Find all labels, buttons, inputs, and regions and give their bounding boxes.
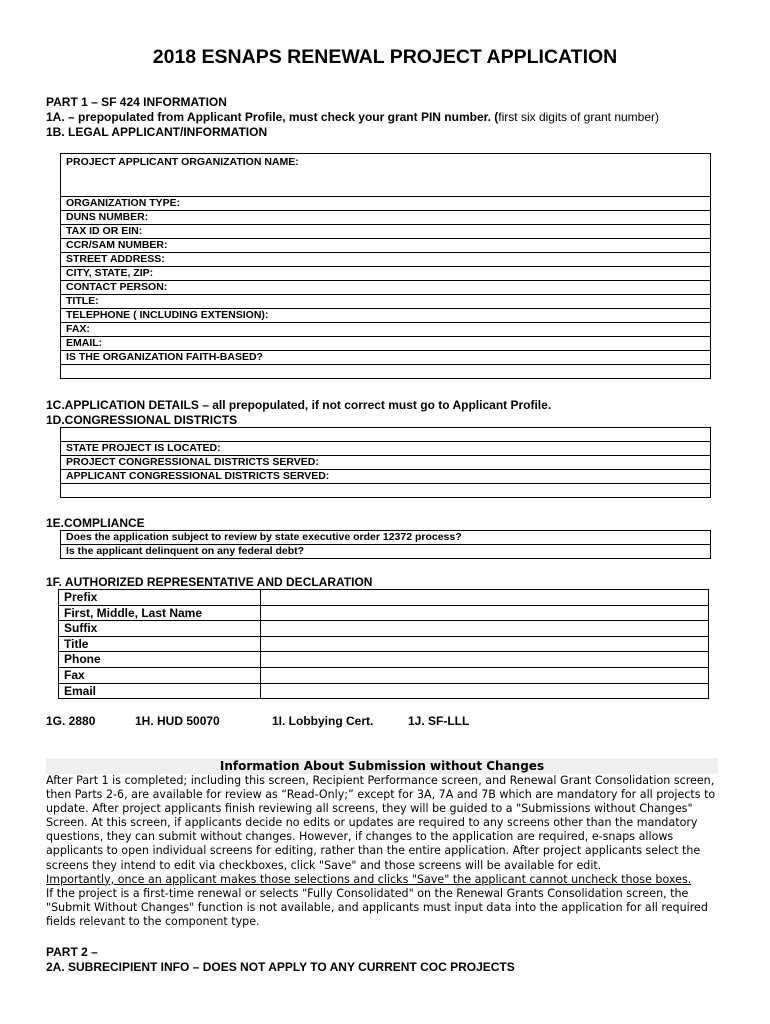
city-state-zip-label: CITY, STATE, ZIP: [61, 267, 711, 281]
section-1a-note: first six digits of grant number) [498, 110, 660, 124]
blank-row [61, 428, 711, 442]
prefix-label: Prefix [59, 590, 261, 606]
part1-heading: PART 1 – SF 424 INFORMATION [46, 95, 227, 109]
blank-row [61, 484, 711, 498]
street-address-label: STREET ADDRESS: [61, 253, 711, 267]
email-label: EMAIL: [61, 337, 711, 351]
blank-row [61, 365, 711, 379]
contact-person-label: CONTACT PERSON: [61, 281, 711, 295]
fax-label: FAX: [61, 323, 711, 337]
full-name-label: First, Middle, Last Name [59, 605, 261, 621]
form-1j: 1J. SF-LLL [408, 714, 470, 728]
table-row [61, 531, 711, 545]
info-paragraph-2: If the project is a first-time renewal or selects "Fully Consolidated" on the Renewal Grants Consolidation screen, the "Submit Without Changes" function is not available, and applicants must input data into the application for all required fields relevant to the component type. [46, 886, 708, 928]
rep-fax-label: Fax [59, 667, 261, 683]
blank-cell [61, 428, 711, 442]
info-paragraph-1-text: After Part 1 is completed; including this screen, Recipient Performance screen, and Renewal Grant Consolidation screen, then Parts 2-6, are available for review as “Read-Only;” except for 3A, 7A and 7B which are mandatory for all projects to update. After project applicants finish reviewing all screens, they will be guided to a "Submissions without Changes" Screen. At this screen, if applicants decide no edits or updates are required to any screens other than the mandatory questions, they can submit without changes. However, if changes to the application are required, e-snaps allows applicants to open individual screens for editing, rather than the entire application. After project applicants select the screens they intend to edit via checkboxes, click "Save" and those screens will be available for edit. [46, 774, 716, 872]
state-located-label: STATE PROJECT IS LOCATED: [61, 442, 711, 456]
table-row [61, 197, 711, 211]
table-row [59, 683, 709, 699]
table-row [59, 652, 709, 668]
table-row [61, 351, 711, 365]
rep-title-value [261, 636, 709, 652]
rep-email-label: Email [59, 683, 261, 699]
full-name-value [261, 605, 709, 621]
info-heading: Information About Submission without Changes [46, 758, 718, 774]
phone-label: Phone [59, 652, 261, 668]
table-row [61, 281, 711, 295]
tax-id-label: TAX ID OR EIN: [61, 225, 711, 239]
suffix-label: Suffix [59, 621, 261, 637]
section-1a-bold: 1A. – prepopulated from Applicant Profile, must check your grant PIN number. ( [46, 110, 499, 124]
phone-value [261, 652, 709, 668]
table-row [61, 337, 711, 351]
section-2a: 2A. SUBRECIPIENT INFO – DOES NOT APPLY TO ANY CURRENT COC PROJECTS [46, 960, 515, 974]
table-row [59, 621, 709, 637]
prefix-value [261, 590, 709, 606]
legal-applicant-table [60, 153, 711, 379]
table-row [61, 295, 711, 309]
table-row [61, 267, 711, 281]
form-1i: 1I. Lobbying Cert. [272, 714, 374, 728]
info-paragraph-1 [46, 774, 730, 887]
table-row [61, 545, 711, 559]
rep-title-label: Title [59, 636, 261, 652]
part2-heading: PART 2 – [46, 945, 98, 959]
table-row [61, 309, 711, 323]
applicant-districts-label: APPLICANT CONGRESSIONAL DISTRICTS SERVED: [61, 470, 711, 484]
project-districts-label: PROJECT CONGRESSIONAL DISTRICTS SERVED: [61, 456, 711, 470]
table-row [61, 442, 711, 456]
org-name-label: PROJECT APPLICANT ORGANIZATION NAME: [61, 154, 711, 197]
ccr-sam-number-label: CCR/SAM NUMBER: [61, 239, 711, 253]
blank-cell [61, 484, 711, 498]
table-row [61, 225, 711, 239]
compliance-eo12372-label: Does the application subject to review by state executive order 12372 process? [61, 531, 711, 545]
title-label: TITLE: [61, 295, 711, 309]
suffix-value [261, 621, 709, 637]
blank-cell [61, 365, 711, 379]
table-row [61, 239, 711, 253]
organization-type-label: ORGANIZATION TYPE: [61, 197, 711, 211]
faith-based-label: IS THE ORGANIZATION FAITH-BASED? [61, 351, 711, 365]
section-1c: 1C.APPLICATION DETAILS – all prepopulated, if not correct must go to Applicant Profile. [46, 398, 552, 412]
info-important-note: Importantly, once an applicant makes those selections and clicks "Save" the applicant cannot uncheck those boxes. [46, 872, 692, 886]
table-row [59, 590, 709, 606]
section-1a [46, 110, 659, 124]
page-title: 2018 ESNAPS RENEWAL PROJECT APPLICATION [152, 46, 618, 68]
form-1g: 1G. 2880 [46, 714, 96, 728]
table-row [61, 253, 711, 267]
section-1e: 1E.COMPLIANCE [46, 516, 145, 530]
table-row [61, 470, 711, 484]
telephone-label: TELEPHONE ( INCLUDING EXTENSION): [61, 309, 711, 323]
org-name-row [61, 154, 711, 197]
section-1d: 1D.CONGRESSIONAL DISTRICTS [46, 413, 238, 427]
table-row [61, 456, 711, 470]
duns-number-label: DUNS NUMBER: [61, 211, 711, 225]
section-1b: 1B. LEGAL APPLICANT/INFORMATION [46, 125, 268, 139]
districts-table [60, 427, 711, 498]
representative-table [58, 589, 709, 699]
compliance-table [60, 530, 711, 559]
rep-email-value [261, 683, 709, 699]
table-row [61, 211, 711, 225]
form-1h: 1H. HUD 50070 [135, 714, 220, 728]
info-body [46, 774, 730, 929]
compliance-federal-debt-label: Is the applicant delinquent on any federal debt? [61, 545, 711, 559]
table-row [59, 636, 709, 652]
table-row [59, 667, 709, 683]
table-row [59, 605, 709, 621]
table-row [61, 323, 711, 337]
section-1f: 1F. AUTHORIZED REPRESENTATIVE AND DECLARATION [46, 575, 373, 589]
rep-fax-value [261, 667, 709, 683]
